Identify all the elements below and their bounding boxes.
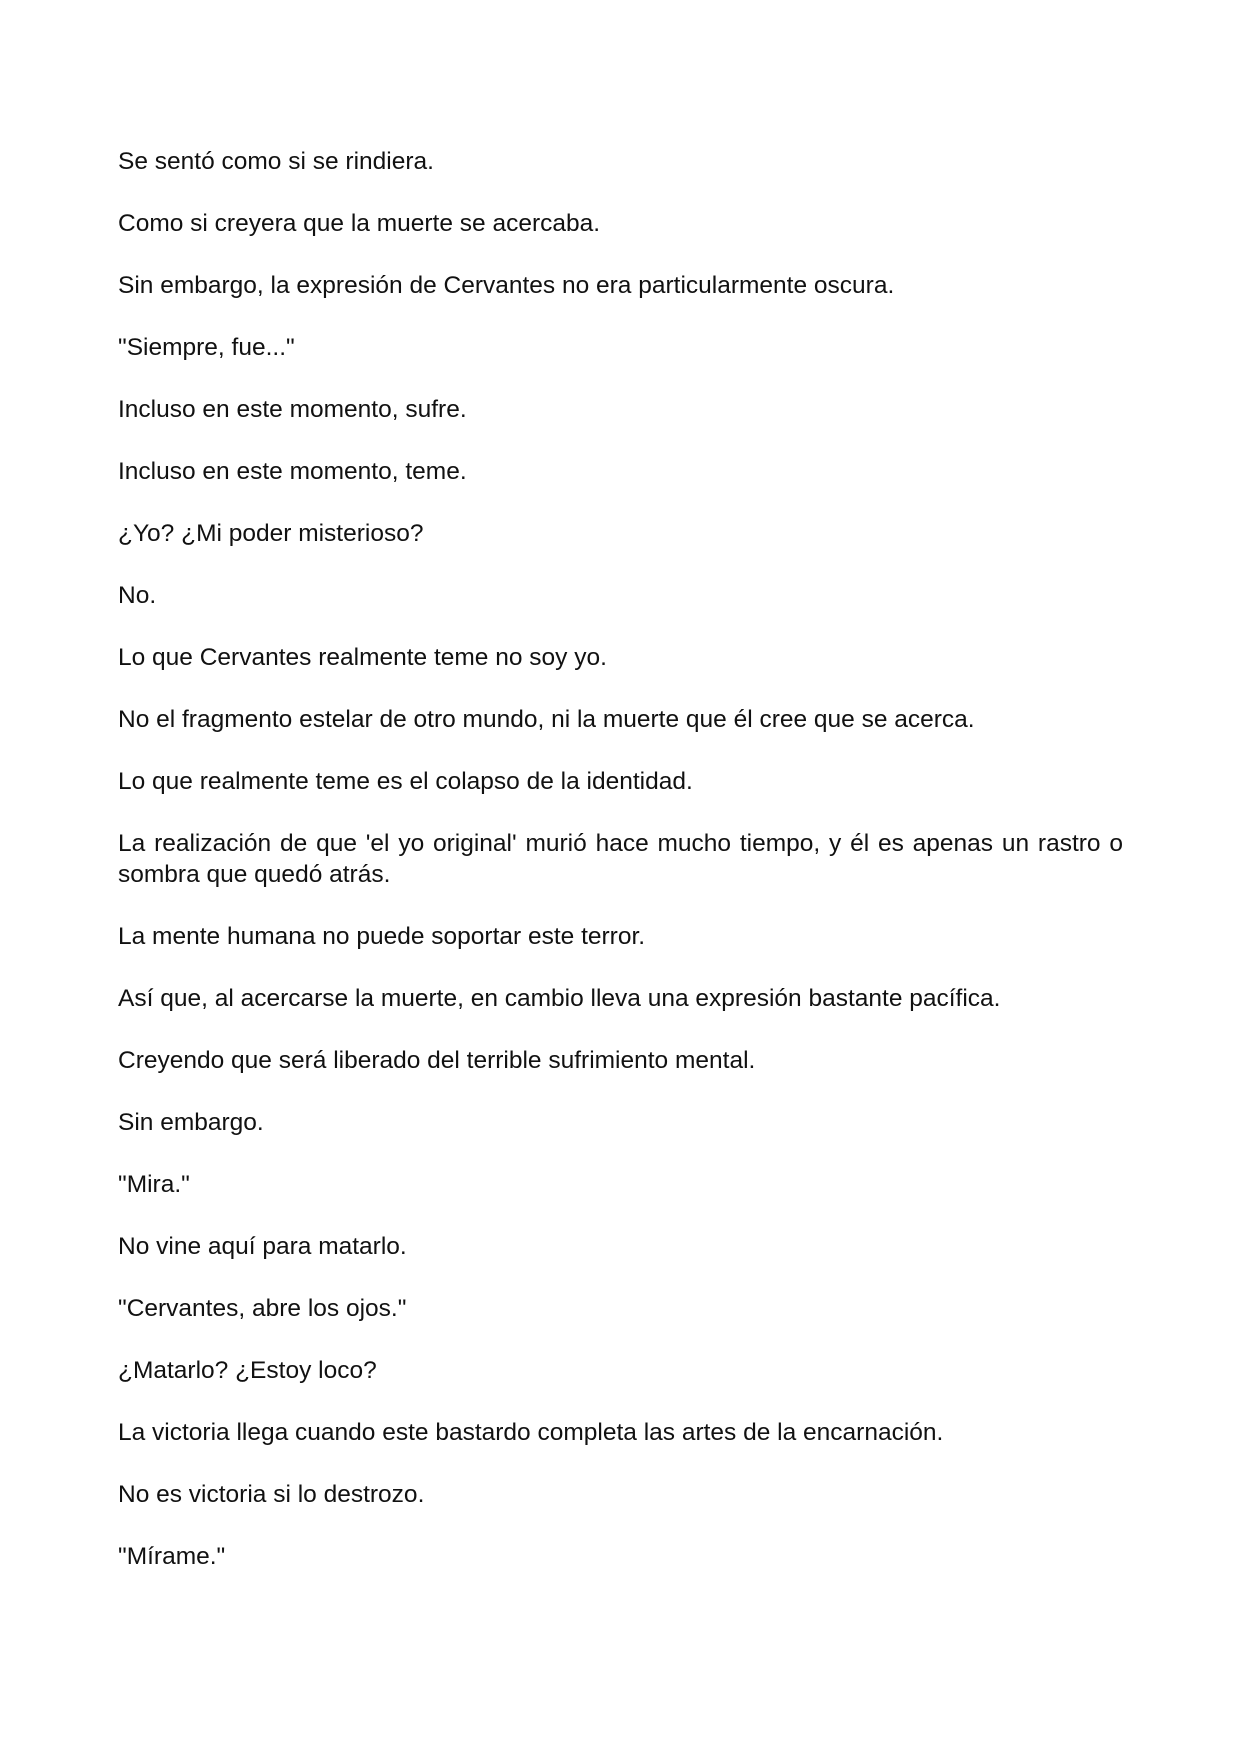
paragraph: La realización de que 'el yo original' murió hace mucho tiempo, y él es apenas un rastro o sombra que quedó atrás. — [118, 830, 1123, 888]
paragraph: No es victoria si lo destrozo. — [118, 1481, 425, 1508]
paragraph: No el fragmento estelar de otro mundo, ni la muerte que él cree que se acerca. — [118, 706, 975, 733]
paragraph: ¿Matarlo? ¿Estoy loco? — [118, 1357, 377, 1384]
paragraph: Sin embargo, la expresión de Cervantes no era particularmente oscura. — [118, 272, 895, 299]
paragraph: ¿Yo? ¿Mi poder misterioso? — [118, 520, 424, 547]
paragraph: Lo que realmente teme es el colapso de la identidad. — [118, 768, 693, 795]
paragraph: Como si creyera que la muerte se acercaba. — [118, 210, 601, 237]
paragraph: No. — [118, 582, 157, 609]
paragraph: Así que, al acercarse la muerte, en cambio lleva una expresión bastante pacífica. — [118, 985, 1001, 1012]
paragraph: "Mírame." — [118, 1543, 226, 1570]
paragraph: "Cervantes, abre los ojos." — [118, 1295, 407, 1322]
paragraph: No vine aquí para matarlo. — [118, 1233, 407, 1260]
paragraph: Lo que Cervantes realmente teme no soy yo. — [118, 644, 607, 671]
paragraph: "Siempre, fue..." — [118, 334, 295, 361]
paragraph: La mente humana no puede soportar este terror. — [118, 923, 646, 950]
document-body — [118, 146, 1123, 1603]
paragraph: La victoria llega cuando este bastardo completa las artes de la encarnación. — [118, 1419, 944, 1446]
paragraph: Incluso en este momento, teme. — [118, 458, 467, 485]
paragraph: Creyendo que será liberado del terrible sufrimiento mental. — [118, 1047, 756, 1074]
paragraph: "Mira." — [118, 1171, 190, 1198]
paragraph: Se sentó como si se rindiera. — [118, 148, 434, 175]
paragraph: Incluso en este momento, sufre. — [118, 396, 467, 423]
paragraph: Sin embargo. — [118, 1109, 264, 1136]
